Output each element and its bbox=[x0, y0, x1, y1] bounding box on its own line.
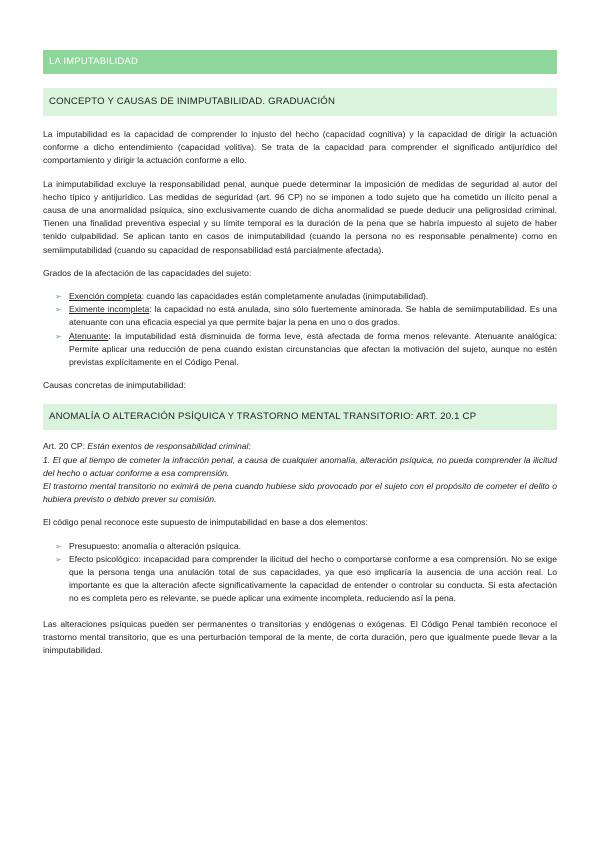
paragraph-inimputabilidad: La inimputabilidad excluye la responsabilidad penal, aunque puede determinar la imposición de medidas de seguridad al autor del hecho típico y antijurídico. Las medidas de seguridad (art. 96 CP) no se imponen a todo sujeto que ha cometido un ilícito penal a causa de una anormalidad psíquica, sino exclusivamente cuando de dicha anormalidad se puede deducir una peligrosidad criminal. Tienen una finalidad preventiva especial y su límite temporal es la duración de la pena que se habría impuesto al sujeto de haber tenido culpabilidad. Se aplican tanto en casos de inimputabilidad (cuando la persona no es responsable penalmente) como en semiimputabilidad (cuando su capacidad de responsabilidad está parcialmente afectada). bbox=[43, 178, 557, 255]
grado-term: Exención completa bbox=[69, 291, 142, 302]
section-heading-anomalia: ANOMALÍA O ALTERACIÓN PSÍQUICA Y TRASTORNO MENTAL TRANSITORIO: ART. 20.1 CP bbox=[43, 404, 557, 430]
arrow-bullet-icon: ➢ bbox=[55, 331, 62, 341]
list-item bbox=[43, 330, 557, 370]
art-label: Art. 20 CP: bbox=[43, 441, 88, 452]
grado-term: Atenuante bbox=[69, 330, 109, 341]
art-20-intro bbox=[43, 440, 557, 453]
grados-list bbox=[43, 290, 557, 369]
grado-text: : la imputabilidad está disminuida de forma leve, está afectada de forma menos relevante. Atenuante analógica: Permite aplicar una reducción de pena cuando existan circunstancias que afectan la motivación del sujeto, aunque no estén previstas explícitamente en el Código Penal. bbox=[69, 330, 557, 368]
arrow-bullet-icon: ➢ bbox=[55, 554, 62, 564]
arrow-bullet-icon: ➢ bbox=[55, 305, 62, 315]
elemento-text: Presupuesto: anomalía o alteración psíquica. bbox=[69, 540, 241, 551]
grado-term: Eximente incompleta bbox=[69, 304, 150, 315]
arrow-bullet-icon: ➢ bbox=[55, 541, 62, 551]
elemento-text: Efecto psicológico: incapacidad para comprender la ilicitud del hecho o comportarse conforme a esa comprensión. No se exige que la persona tenga una anulación total de sus capacidades, ya que eso implicaría la ausencia de una acción real. Lo importante es que la alteración afecte significativamente la capacidad de entender o controlar su conducta. Si esta afectación no es completa pero es relevante, se puede aplicar una eximente incompleta, reduciendo así la pena. bbox=[69, 553, 557, 604]
list-item bbox=[43, 290, 557, 303]
list-item bbox=[43, 303, 557, 329]
grado-text: : cuando las capacidades están completamente anuladas (inimputabilidad). bbox=[141, 291, 429, 302]
document-page bbox=[43, 50, 557, 657]
art-20-paragraph-2: El trastorno mental transitorio no eximirá de pena cuando hubiese sido provocado por el sujeto con el propósito de cometer el delito o hubiera previsto o debido prever su comisión. bbox=[43, 481, 557, 505]
grados-intro: Grados de la afectación de las capacidades del sujeto: bbox=[43, 267, 252, 278]
list-item bbox=[43, 553, 557, 606]
arrow-bullet-icon: ➢ bbox=[55, 292, 62, 302]
list-item bbox=[43, 540, 557, 553]
causas-heading: Causas concretas de inimputabilidad: bbox=[43, 380, 186, 391]
document-title: LA IMPUTABILIDAD bbox=[43, 50, 557, 74]
final-paragraph: Las alteraciones psíquicas pueden ser permanentes o transitorias y endógenas o exógenas. El Código Penal también reconoce el trastorno mental transitorio, que es una perturbación temporal de la mente, de corta duración, pero que igualmente puede llevar a la inimputabilidad. bbox=[43, 618, 557, 656]
paragraph-imputabilidad: La imputabilidad es la capacidad de comprender lo injusto del hecho (capacidad cognitiva) y la capacidad de dirigir la actuación conforme a dicho entendimiento (capacidad volitiva). Se trata de la capacidad para comprender el significado antijurídico del comportamiento y dirigir la actuación conforme a ello. bbox=[43, 129, 557, 166]
art-20-paragraph-1: 1. El que al tiempo de cometer la infracción penal, a causa de cualquier anomalía, alteración psíquica, no pueda comprender la ilicitud del hecho o actuar conforme a esa comprensión. bbox=[43, 454, 557, 478]
section-heading-concepto: CONCEPTO Y CAUSAS DE INIMPUTABILIDAD. GRADUACIÓN bbox=[43, 88, 557, 116]
art-italic: Están exentos de responsabilidad criminal: bbox=[87, 441, 251, 452]
elementos-list bbox=[43, 540, 557, 606]
reconoce-paragraph: El código penal reconoce este supuesto de inimputabilidad en base a dos elementos: bbox=[43, 517, 368, 528]
grado-text: : la capacidad no está anulada, sino sólo fuertemente aminorada. Se habla de semiimputabilidad. Es una atenuante con una eficacia especial ya que permite bajar la pena en uno o dos grados. bbox=[69, 304, 557, 328]
